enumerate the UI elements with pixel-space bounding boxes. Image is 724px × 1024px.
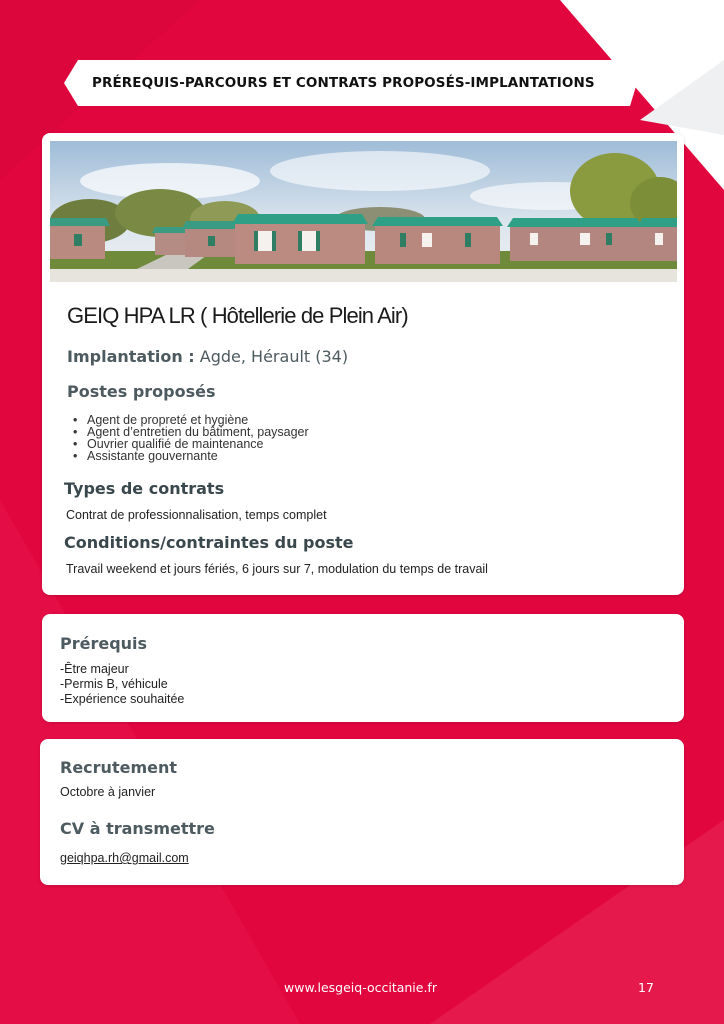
recrutement-heading: Recrutement: [60, 758, 177, 777]
implantation-value: Agde, Hérault (34): [199, 347, 349, 366]
recrutement-card: [40, 739, 684, 885]
implantation-label: Implantation :: [67, 347, 195, 366]
prerequis-card: [42, 614, 684, 722]
postes-list: [69, 414, 309, 462]
list-item: -Être majeur: [60, 662, 129, 676]
contrats-heading: Types de contrats: [64, 479, 225, 498]
cv-heading: CV à transmettre: [60, 819, 215, 838]
email-link[interactable]: geiqhpa.rh@gmail.com: [60, 851, 189, 865]
list-item: -Permis B, véhicule: [60, 677, 168, 691]
main-card: [42, 133, 684, 595]
list-item: • Assistante gouvernante: [69, 450, 309, 462]
page-title: GEIQ HPA LR ( Hôtellerie de Plein Air): [67, 303, 408, 328]
postes-heading: Postes proposés: [67, 382, 216, 401]
conditions-heading: Conditions/contraintes du poste: [64, 533, 354, 552]
conditions-text: Travail weekend et jours fériés, 6 jours sur 7, modulation du temps de travail: [66, 562, 488, 576]
mobile-homes-photo: [50, 141, 677, 282]
banner-title: PRÉREQUIS-PARCOURS ET CONTRATS PROPOSÉS-IMPLANTATIONS: [92, 75, 595, 91]
page-number: 17: [638, 980, 654, 995]
recrutement-period: Octobre à janvier: [60, 785, 156, 799]
implantation-line: [67, 347, 348, 366]
list-item: • Ouvrier qualifié de maintenance: [69, 438, 309, 450]
list-item: • Agent d’entretien du bâtiment, paysager: [69, 426, 309, 438]
list-item: • Agent de propreté et hygiène: [69, 414, 309, 426]
contrats-text: Contrat de professionnalisation, temps complet: [66, 508, 327, 522]
list-item: -Expérience souhaitée: [60, 692, 185, 706]
prerequis-list: [60, 662, 184, 707]
section-banner: [64, 60, 644, 106]
prerequis-heading: Prérequis: [60, 634, 148, 653]
footer-url[interactable]: www.lesgeiq-occitanie.fr: [284, 980, 437, 995]
